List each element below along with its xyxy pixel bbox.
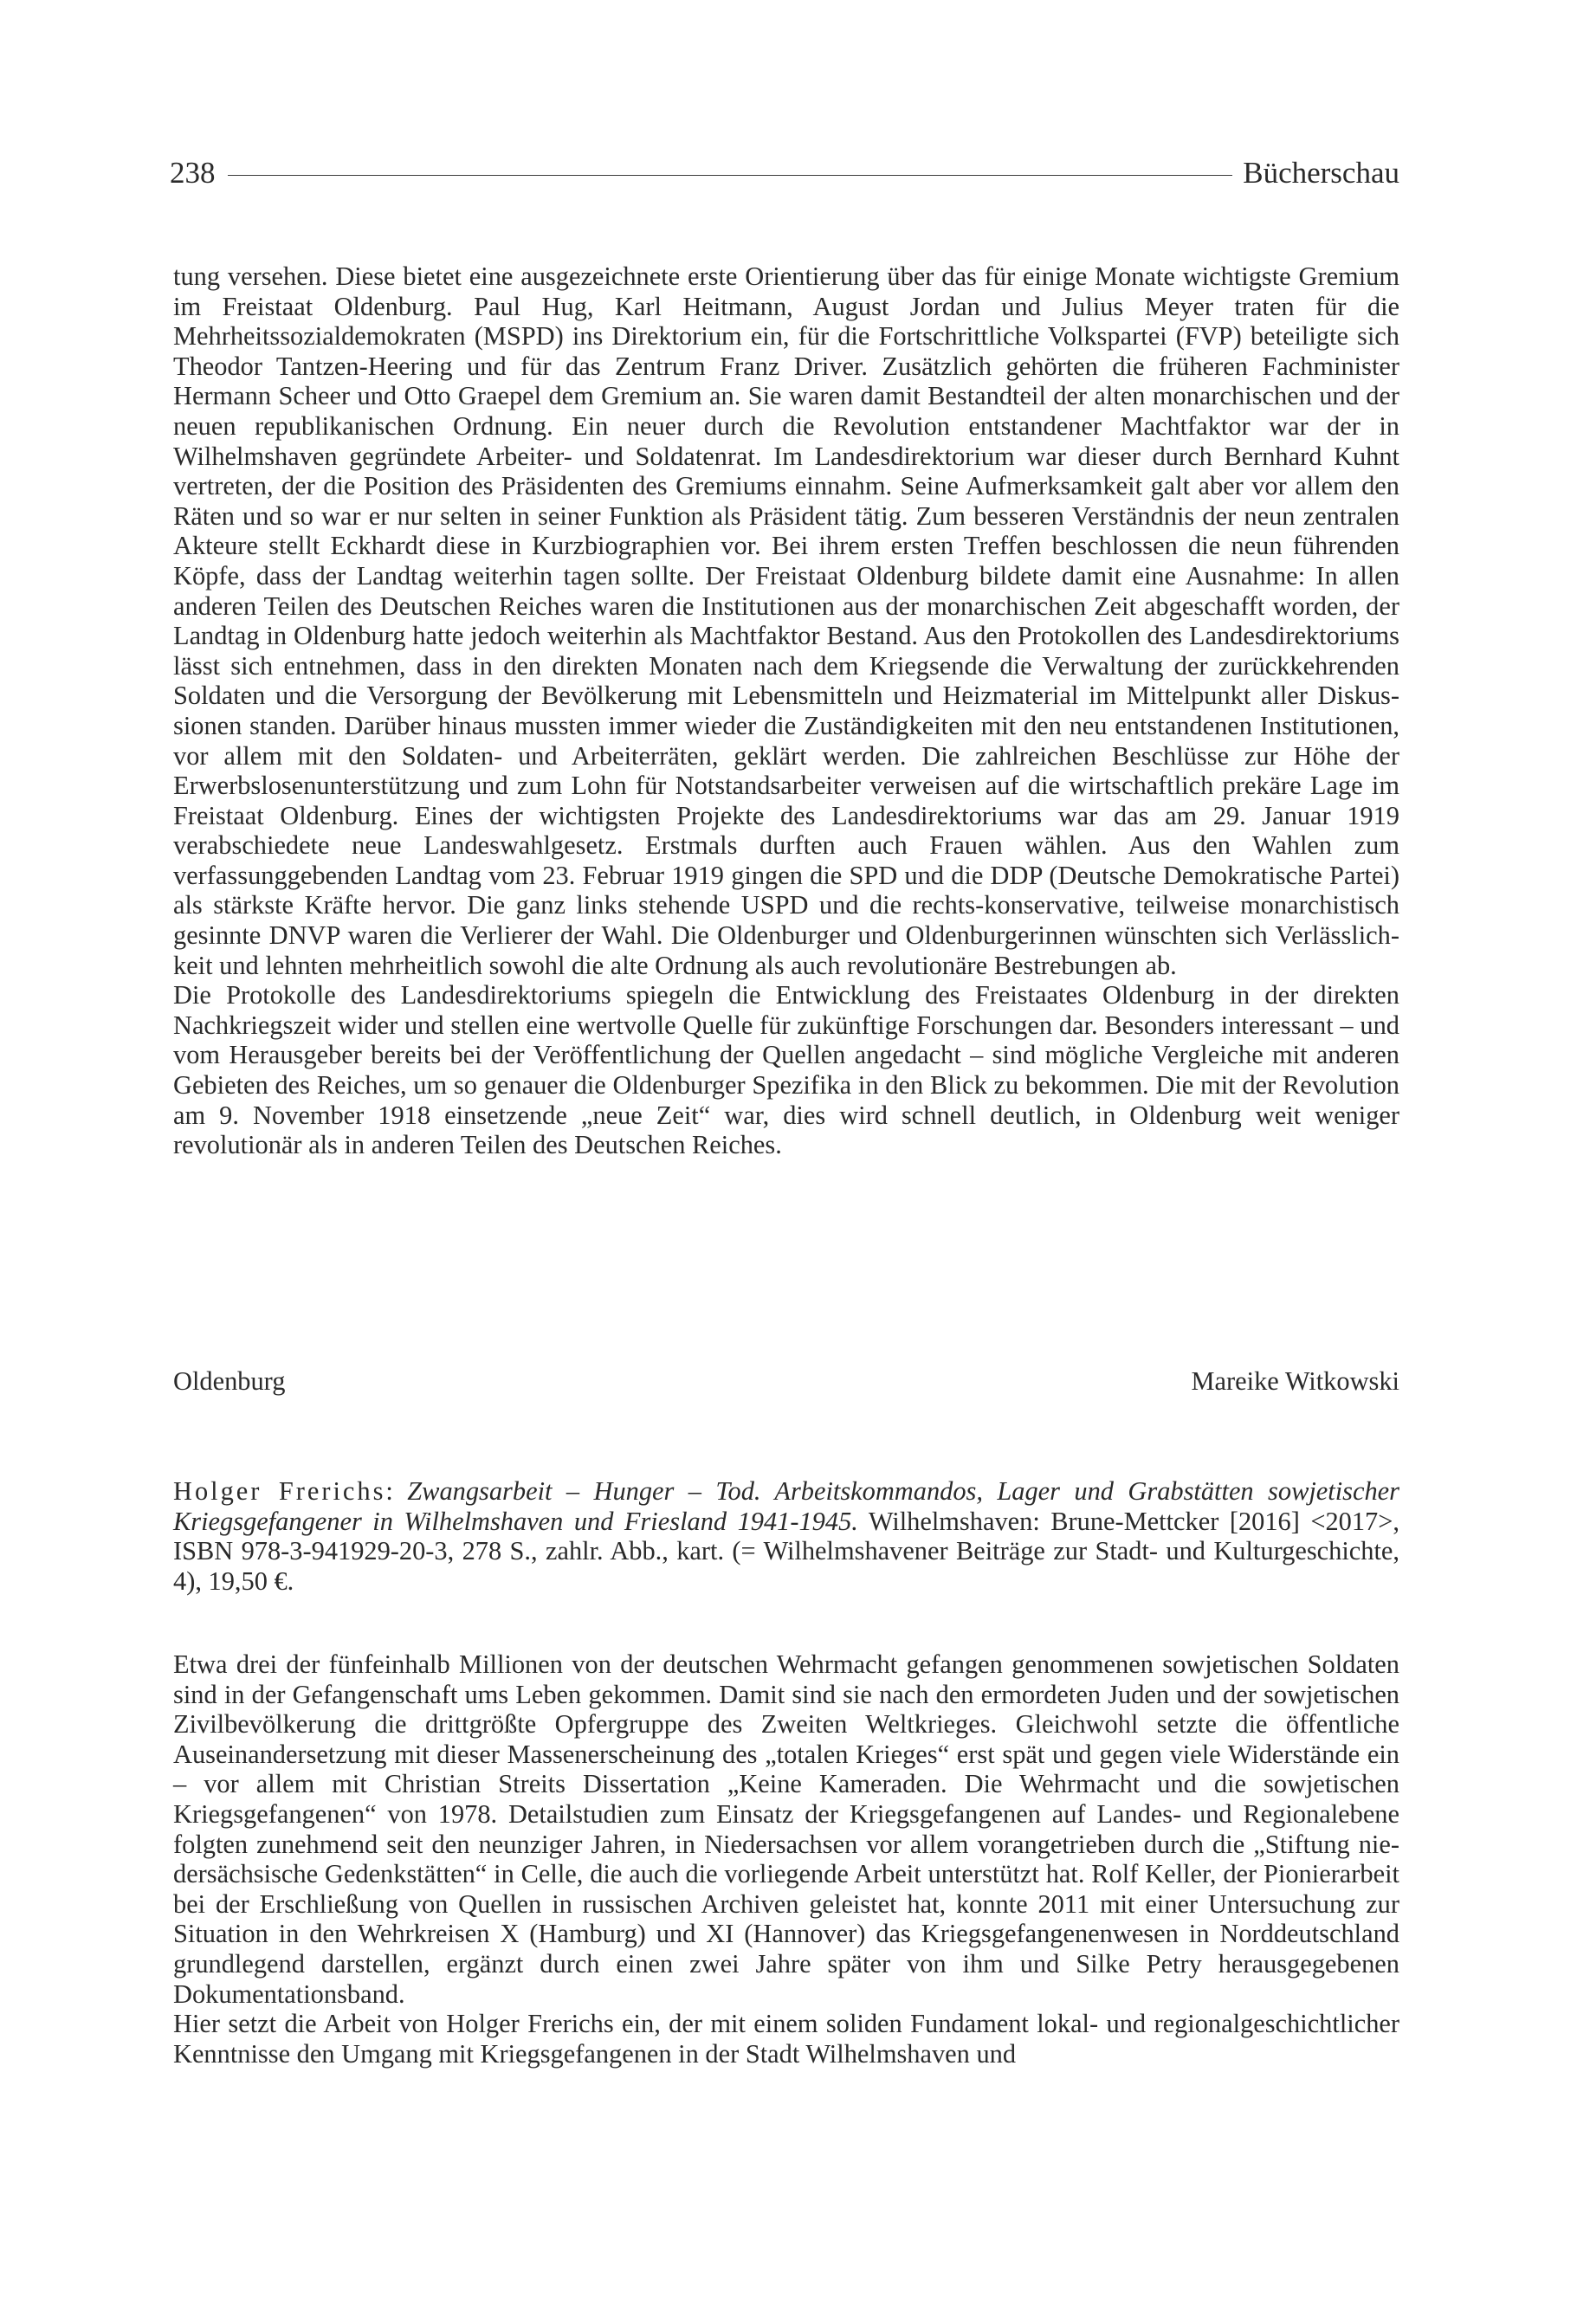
reviewer-place: Oldenburg — [173, 1366, 286, 1396]
book-publication-details: Wilhelmshaven: Brune-Mettcker [2016] <2017>, ISBN 978-3-941929-20-3, 278 S., zahlr. Abb., kart. (= Wilhelmshavener Beiträge zur Stadt- und Kulturgeschichte, 4), 19,50 €. — [173, 1506, 1399, 1596]
book-title: Zwangsarbeit – Hunger – Tod. Arbeitskommandos, Lager und Grabstätten sowjetischer Kriegsgefangener in Wilhelmshaven und Friesland 1941-1945. — [173, 1476, 1399, 1536]
review2-paragraph-2: Hier setzt die Arbeit von Holger Frerichs ein, der mit einem soliden Fundament lokal- und regionalgeschichtlicher Kenntnisse den Umgang mit Kriegsgefangenen in der Stadt Wilhelmshaven und — [173, 2009, 1399, 2069]
review-signoff — [173, 1366, 1399, 1397]
page-number: 238 — [170, 156, 216, 190]
bibliographic-citation: Holger Frerichs: Zwangsarbeit – Hunger – Tod. Arbeitskommandos, Lager und Grabstätten sowjetischer Kriegsgefangener in Wilhelmshaven und Friesland 1941-1945. Wilhelmshaven: Brune-Mettcker [2016] <2017>, ISBN 978-3-941929-20-3, 278 S., zahlr. Abb., kart. (= Wilhelmshavener Beiträge zur Stadt- und Kulturgeschichte, 4), 19,50 €. — [173, 1476, 1399, 1596]
running-header — [170, 152, 1399, 194]
review1-paragraph-1: tung versehen. Diese bietet eine ausgezeichnete erste Orientierung über das für einige Monate wichtigste Gremium im Freistaat Oldenburg. Paul Hug, Karl Heitmann, August Jordan und Julius Meyer traten für die Mehrheitssozialdemokraten (MSPD) ins Direktorium ein, für die Fortschrittliche Volkspartei (FVP) beteiligte sich Theodor Tantzen-Heering und für das Zentrum Franz Driver. Zusätzlich gehörten die früheren Fachminister Hermann Scheer und Otto Graepel dem Gremium an. Sie waren damit Bestandteil der alten monarchischen und der neuen republikanischen Ordnung. Ein neuer durch die Revolution entstandener Machtfaktor war der in Wilhelmshaven gegründete Arbeiter- und Soldatenrat. Im Landesdirektorium war dieser durch Bernhard Kuhnt vertreten, der die Position des Präsidenten des Gremiums einnahm. Seine Aufmerksamkeit galt aber vor allem den Räten und so war er nur selten in seiner Funktion als Präsident tätig. Zum besseren Verständnis der neun zentralen Akteure stellt Eckhardt diese in Kurzbiographien vor. Bei ihrem ersten Treffen beschlossen die neun führenden Köpfe, dass der Landtag weiterhin tagen sollte. Der Freistaat Oldenburg bildete damit eine Ausnahme: In allen anderen Teilen des Deutschen Reiches waren die Institutionen aus der monarchischen Zeit abgeschafft worden, der Landtag in Oldenburg hatte jedoch weiterhin als Machtfaktor Bestand. Aus den Protokollen des Landesdirektoriums lässt sich entnehmen, dass in den direkten Monaten nach dem Kriegsende die Verwaltung der zurückkehrenden Soldaten und die Versorgung der Bevölkerung mit Lebensmitteln und Heizmaterial im Mittelpunkt aller Diskussionen standen. Darüber hinaus mussten immer wieder die Zuständigkeiten mit den neu entstandenen Institutionen, vor allem mit den Soldaten- und Arbeiterräten, geklärt werden. Die zahlreichen Beschlüsse zur Höhe der Erwerbslosenunterstützung und zum Lohn für Notstandsarbeiter verweisen auf die wirtschaftlich prekäre Lage im Freistaat Oldenburg. Eines der wichtigsten Projekte des Landesdirektoriums war das am 29. Januar 1919 verabschiedete neue Landeswahlgesetz. Erstmals durften auch Frauen wählen. Aus den Wahlen zum verfassunggebenden Landtag vom 23. Februar 1919 gingen die SPD und die DDP (Deutsche Demokratische Partei) als stärkste Kräfte hervor. Die ganz links stehende USPD und die rechts-konservative, teilweise monarchistisch gesinnte DNVP waren die Verlierer der Wahl. Die Oldenburger und Oldenburgerinnen wünschten sich Verlässlichkeit und lehnten mehrheitlich sowohl die alte Ordnung als auch revolutionäre Bestrebungen ab. — [173, 261, 1399, 980]
reviewer-name: Mareike Witkowski — [1191, 1366, 1399, 1396]
section-title: Bücherschau — [1243, 156, 1399, 190]
header-rule — [228, 175, 1233, 176]
review2-paragraph-1: Etwa drei der fünfeinhalb Millionen von der deutschen Wehrmacht gefangen genommenen sowjetischen Soldaten sind in der Gefangenschaft ums Leben gekommen. Damit sind sie nach den ermordeten Juden und der sowjetischen Zivilbevölkerung die drittgrößte Opfergruppe des Zweiten Weltkrieges. Gleichwohl setzte die öffentliche Auseinandersetzung mit dieser Massenerscheinung des „totalen Krieges“ erst spät und gegen viele Widerstände ein – vor allem mit Christian Streits Dissertation „Keine Kameraden. Die Wehrmacht und die sowjetischen Kriegsgefangenen“ von 1978. Detailstudien zum Einsatz der Kriegsgefangenen auf Landes- und Regionalebene folgten zunehmend seit den neunziger Jahren, in Niedersachsen vor allem vorangetrieben durch die „Stiftung niedersächsische Gedenkstätten“ in Celle, die auch die vorliegende Arbeit unterstützt hat. Rolf Keller, der Pionierarbeit bei der Erschließung von Quellen in russischen Archiven geleistet hat, konnte 2011 mit einer Untersuchung zur Situation in den Wehrkreisen X (Hamburg) und XI (Hannover) das Kriegsgefangenenwesen in Norddeutschland grundlegend darstellen, ergänzt durch einen zwei Jahre später von ihm und Silke Petry herausgegebenen Dokumentationsband. — [173, 1649, 1399, 2009]
review-continued-text — [173, 261, 1399, 1160]
book-author: Holger Frerichs — [173, 1476, 386, 1506]
review1-paragraph-2: Die Protokolle des Landesdirektoriums spiegeln die Entwicklung des Freistaates Oldenburg in der direkten Nachkriegszeit wider und stellen eine wertvolle Quelle für zukünftige Forschungen dar. Besonders interessant – und vom Herausgeber bereits bei der Veröffentlichung der Quellen angedacht – sind mögliche Vergleiche mit anderen Gebieten des Reiches, um so genauer die Oldenburger Spezifika in den Blick zu bekommen. Die mit der Revolution am 9. November 1918 einsetzende „neue Zeit“ war, dies wird schnell deutlich, in Oldenburg weit weniger revolutionär als in anderen Teilen des Deutschen Reiches. — [173, 980, 1399, 1160]
review-text — [173, 1649, 1399, 2069]
bibliographic-entry — [173, 1476, 1399, 1596]
